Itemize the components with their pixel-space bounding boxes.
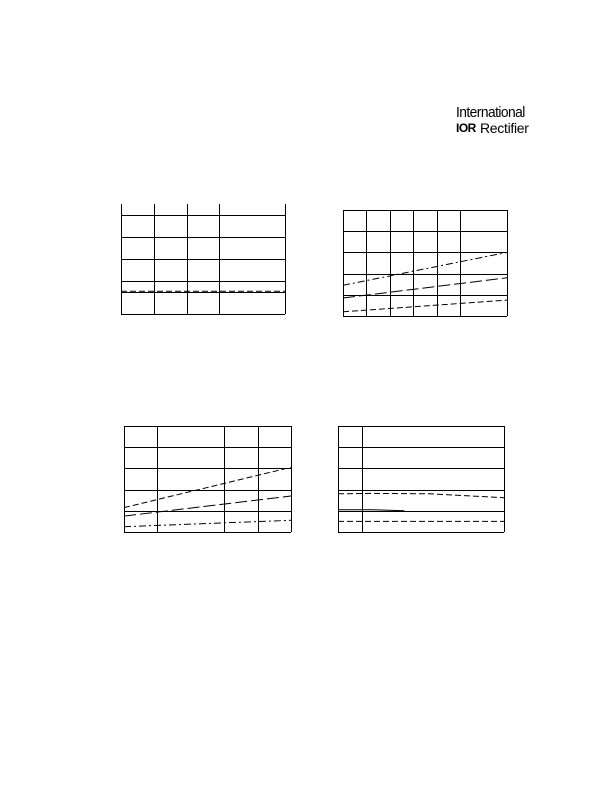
chart-top-left (121, 204, 285, 314)
logo-rectifier-text: Rectifier (480, 120, 529, 136)
chart-top-right (343, 210, 507, 316)
series-line (124, 520, 291, 526)
series-line (124, 496, 291, 516)
series-line (343, 252, 507, 285)
series-line (338, 510, 404, 511)
series-line (343, 278, 507, 298)
logo-ior-mark: IOR (456, 121, 476, 135)
chart-bottom-left (124, 426, 291, 532)
series-line (343, 300, 507, 312)
company-logo (446, 104, 536, 138)
series-line (124, 467, 291, 507)
chart-bottom-right (338, 426, 504, 532)
logo-international-text: International (456, 104, 525, 121)
